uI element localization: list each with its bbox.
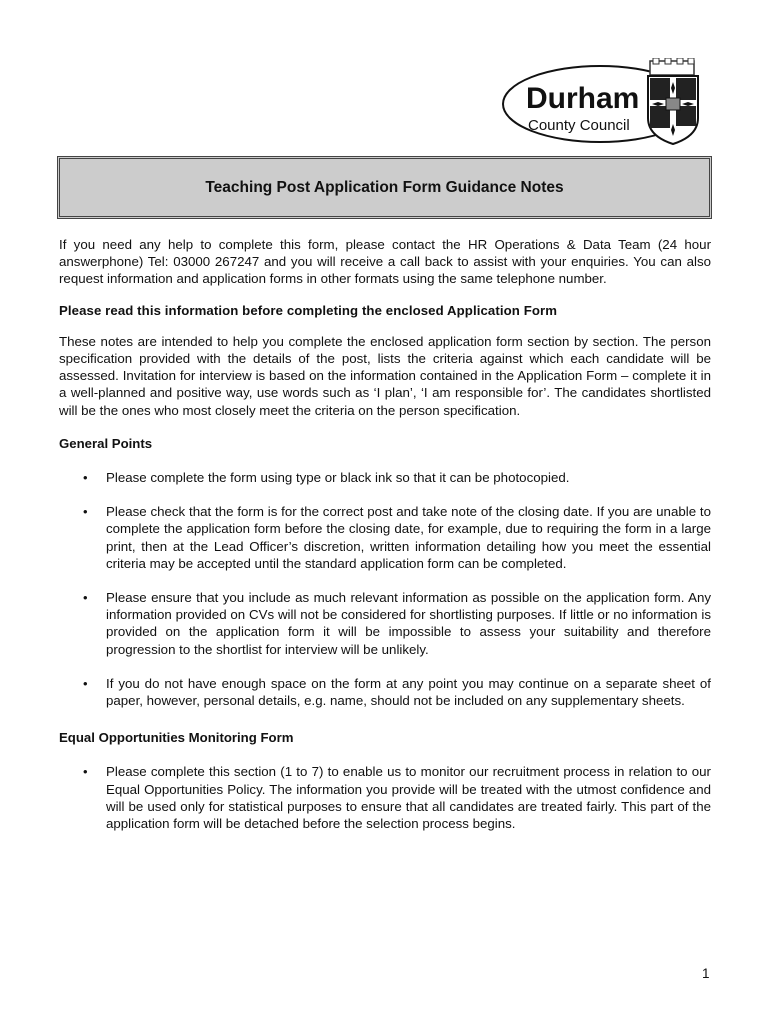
section-general-points: [59, 435, 711, 709]
durham-county-council-logo: [500, 58, 722, 146]
bullet-icon: •: [83, 504, 88, 520]
logo-graphic: [500, 58, 722, 146]
bullet-icon: •: [83, 590, 88, 606]
svg-text:Durham: Durham: [526, 82, 640, 115]
section-equal-opportunities: [59, 729, 711, 832]
list-item: • Please check that the form is for the correct post and take note of the closing date. If you are unable to complete the application form before the closing date, for example, due to requiring the form in a large print, then at the Lead Officer’s discretion, written information detailing how you meet the essential criteria may be accepted until the standard application form can be completed.: [83, 504, 711, 571]
list-item: • If you do not have enough space on the form at any point you may continue on a separate sheet of paper, however, personal details, e.g. name, should not be included on any supplementary sheets.: [83, 675, 711, 709]
list-item: • Please complete this section (1 to 7) to enable us to monitor our recruitment process in relation to our Equal Opportunities Policy. The information you provide will be treated with the utmost confidence and will be used only for statistical purposes to ensure that all candidates are treated fairly. This part of the application form will be detached before the selection process begins.: [83, 764, 711, 832]
title-box: [57, 156, 712, 219]
bullet-icon: •: [83, 764, 88, 780]
coat-of-arms-icon: [648, 58, 698, 144]
list-item: • Please ensure that you include as much relevant information as possible on the application form. Any information provided on CVs will not be considered for shortlisting purposes. If little or no information is provided on the application form it will be impossible to assess your suitability and therefore progression to the shortlist for interview will be unlikely.: [83, 590, 711, 657]
read-heading: Please read this information before completing the enclosed Application Form: [59, 302, 558, 318]
document-body: [59, 236, 711, 849]
page-number: 1: [702, 966, 710, 981]
bullet-icon: •: [83, 470, 88, 486]
section-heading: General Points: [59, 435, 153, 451]
intro-paragraph: If you need any help to complete this form, please contact the HR Operations & Data Team (24 hour answerphone) Tel: 03000 267247 and you will receive a call back to assist with your enquiries. You can also request information and application forms in other formats using the same telephone number.: [59, 237, 711, 287]
bullet-list: [59, 469, 711, 709]
list-item: • Please complete the form using type or black ink so that it can be photocopied.: [83, 470, 570, 486]
section-heading: Equal Opportunities Monitoring Form: [59, 730, 294, 746]
bullet-icon: •: [83, 675, 88, 691]
svg-text:County Council: County Council: [528, 117, 630, 134]
bullet-list: [59, 763, 711, 832]
notes-paragraph: These notes are intended to help you complete the enclosed application form section by section. The person specification provided with the details of the post, lists the criteria against which each candidate will be assessed. Invitation for interview is based on the information contained in the Application Form – complete it in a well-planned and positive way, use words such as ‘I plan’, ‘I am responsible for’. The candidates shortlisted will be the ones who most closely meet the criteria on the person specification.: [59, 333, 711, 418]
page-title: Teaching Post Application Form Guidance Notes: [205, 178, 564, 196]
